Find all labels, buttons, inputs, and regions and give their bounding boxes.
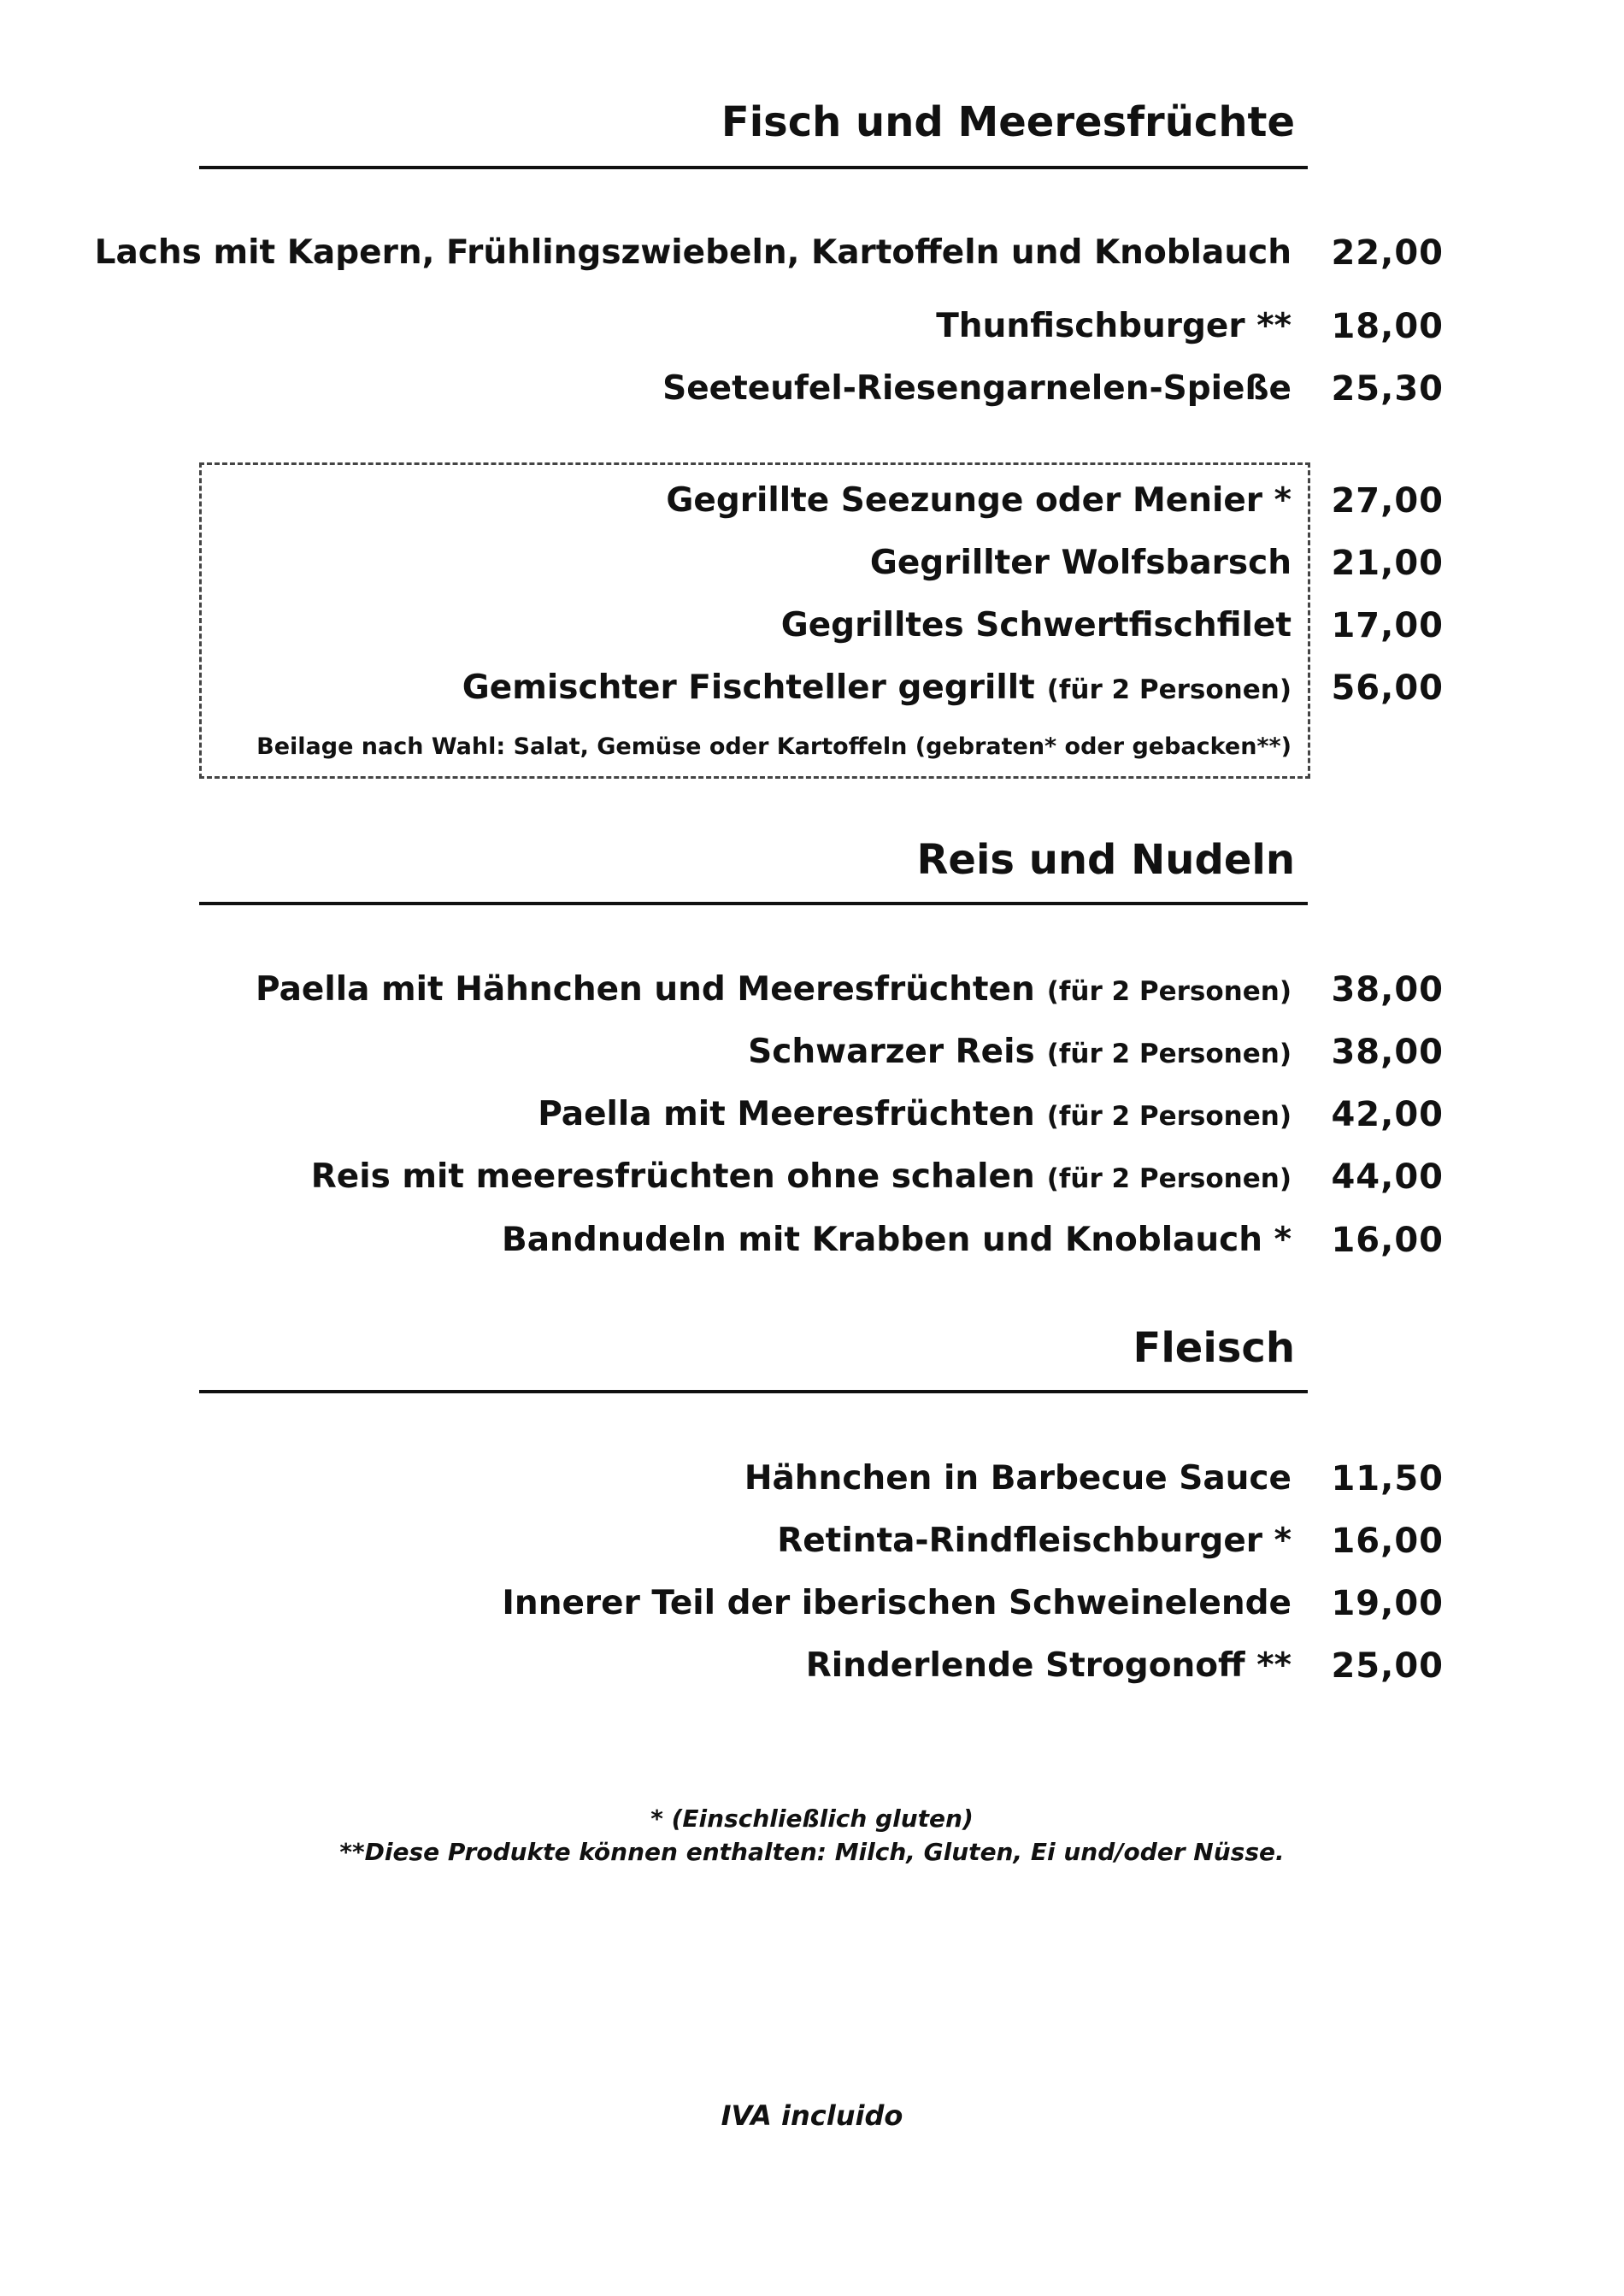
- menu-item: [0, 1640, 1624, 1692]
- item-note: (für 2 Personen): [1046, 1101, 1292, 1132]
- item-name: Bandnudeln mit Krabben und Knoblauch *: [502, 1221, 1292, 1259]
- menu-item: [0, 475, 1624, 527]
- item-name: Gegrilltes Schwertfischfilet: [780, 606, 1292, 645]
- item-name: Gegrillter Wolfsbarsch: [869, 544, 1292, 582]
- item-note: (für 2 Personen): [1046, 1039, 1292, 1069]
- menu-item: [0, 227, 1624, 279]
- section-title-rice: Reis und Nudeln: [916, 836, 1295, 884]
- menu-item: [0, 1453, 1624, 1504]
- item-name-text: Paella mit Hähnchen und Meeresfrüchten: [256, 970, 1035, 1009]
- item-name: [311, 1151, 1292, 1204]
- menu-item: [0, 301, 1624, 352]
- item-name: Retinta-Rindfleischburger *: [777, 1522, 1292, 1560]
- item-name: Gegrillte Seezunge oder Menier *: [666, 481, 1292, 520]
- item-price: 44,00: [1331, 1157, 1444, 1197]
- allergen-footnote: **Diese Produkte können enthalten: Milch, Gluten, Ei und/oder Nüsse.: [339, 1838, 1285, 1866]
- item-name: Lachs mit Kapern, Frühlingszwiebeln, Kartoffeln und Knoblauch: [94, 233, 1292, 272]
- menu-item: [0, 538, 1624, 589]
- item-price: 16,00: [1331, 1522, 1444, 1561]
- menu-item: [0, 1578, 1624, 1629]
- item-note: (für 2 Personen): [1046, 674, 1292, 705]
- item-name: Thunfischburger **: [936, 307, 1292, 345]
- item-name: [462, 662, 1292, 715]
- item-name: Innerer Teil der iberischen Schweinelende: [502, 1584, 1292, 1622]
- item-name-text: Reis mit meeresfrüchten ohne schalen: [310, 1157, 1035, 1196]
- item-name: [256, 964, 1292, 1017]
- menu-item: [0, 1516, 1624, 1567]
- item-price: 25,30: [1331, 369, 1444, 409]
- section-title-fish: Fisch und Meeresfrüchte: [721, 98, 1295, 146]
- item-price: 56,00: [1331, 668, 1444, 708]
- menu-item: [0, 662, 1624, 714]
- menu-item: [0, 1215, 1624, 1266]
- item-name: [538, 1089, 1292, 1142]
- item-name: Hähnchen in Barbecue Sauce: [744, 1459, 1292, 1498]
- section-divider: [199, 1390, 1308, 1393]
- item-price: 27,00: [1331, 481, 1444, 521]
- item-price: 38,00: [1331, 970, 1444, 1010]
- menu-item: [0, 1089, 1624, 1140]
- item-name-text: Gemischter Fischteller gegrillt: [462, 668, 1035, 707]
- item-name: [748, 1027, 1292, 1080]
- section-divider: [199, 166, 1308, 169]
- item-price: 18,00: [1331, 307, 1444, 346]
- menu-item: [0, 964, 1624, 1016]
- item-price: 25,00: [1331, 1646, 1444, 1686]
- item-note: (für 2 Personen): [1046, 976, 1292, 1007]
- vat-note: IVA incluido: [721, 2099, 903, 2132]
- item-price: 22,00: [1331, 233, 1444, 273]
- garnish-note: Beilage nach Wahl: Salat, Gemüse oder Kartoffeln (gebraten* oder gebacken**): [256, 733, 1292, 760]
- item-price: 19,00: [1331, 1584, 1444, 1623]
- menu-item: [0, 1027, 1624, 1078]
- item-name: Rinderlende Strogonoff **: [805, 1646, 1292, 1685]
- item-price: 11,50: [1331, 1459, 1444, 1498]
- item-price: 17,00: [1331, 606, 1444, 645]
- menu-item: [0, 363, 1624, 415]
- menu-item: [0, 600, 1624, 651]
- item-price: 42,00: [1331, 1095, 1444, 1134]
- gluten-footnote: * (Einschließlich gluten): [650, 1804, 974, 1833]
- item-price: 38,00: [1331, 1033, 1444, 1072]
- item-note: (für 2 Personen): [1046, 1163, 1292, 1194]
- item-name-text: Schwarzer Reis: [748, 1033, 1035, 1071]
- menu-item: [0, 1151, 1624, 1203]
- item-name: Seeteufel-Riesengarnelen-Spieße: [662, 369, 1292, 408]
- section-divider: [199, 902, 1308, 905]
- item-name-text: Paella mit Meeresfrüchten: [538, 1095, 1035, 1133]
- item-price: 21,00: [1331, 544, 1444, 583]
- item-price: 16,00: [1331, 1221, 1444, 1260]
- section-title-meat: Fleisch: [1133, 1324, 1295, 1372]
